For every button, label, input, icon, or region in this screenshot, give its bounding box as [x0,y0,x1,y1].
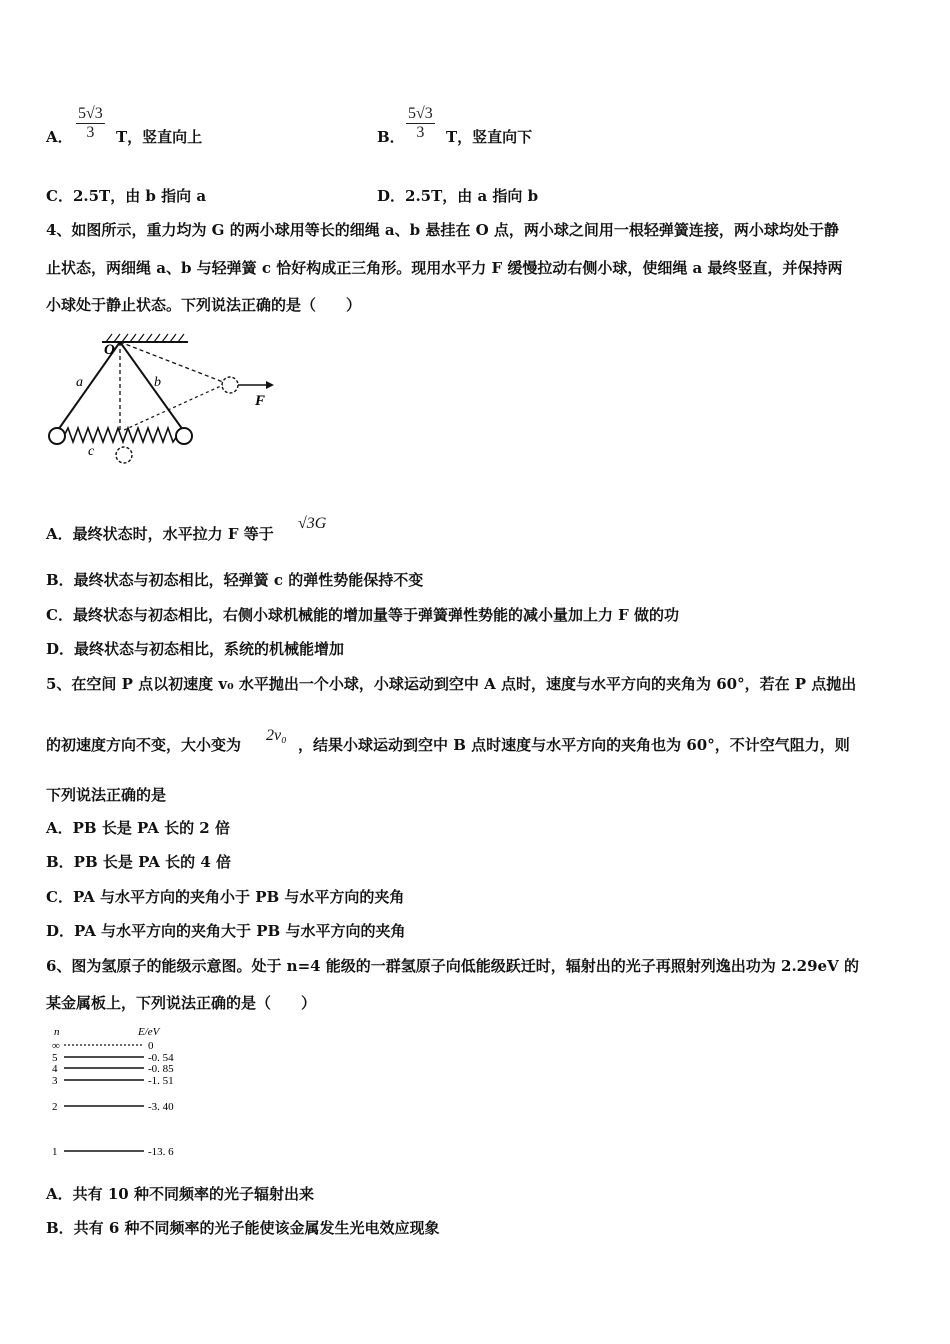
q5-stem-line-2b: ，结果小球运动到空中 B 点时速度与水平方向的夹角也为 60°，不计空气阻力，则 [298,736,850,754]
q5-stem-line-3: 下列说法正确的是 [46,786,167,804]
left-ball [49,428,65,444]
level-n-label: 4 [52,1063,58,1075]
level-energy-value: -3. 40 [148,1101,174,1113]
level-energy-value: 0 [148,1040,154,1052]
label-b: b [154,375,161,390]
q5-stem-line-2a: 的初速度方向不变，大小变为 [46,736,242,754]
ceiling-hatch [106,334,184,342]
q6-stem-line-2: 某金属板上，下列说法正确的是（ ） [46,994,317,1012]
q6-option-b: B．共有 6 种不同频率的光子能使该金属发生光电效应现象 [46,1219,440,1237]
q6-energy-level-diagram [44,1024,204,1164]
q5-formula-2v0: 2v₀ [266,727,287,744]
q5-option-c: C．PA 与水平方向的夹角小于 PB 与水平方向的夹角 [46,888,405,906]
right-ball [176,428,192,444]
q4-option-a: A．最终状态时，水平拉力 F 等于 [46,525,274,543]
label-f: F [255,393,266,409]
spring-c [64,428,177,442]
q4-option-c: C．最终状态与初态相比，右侧小球机械能的增加量等于弹簧弹性势能的减小量加上力 F 做的功 [46,606,680,624]
q5-option-b: B．PB 长是 PA 长的 4 倍 [46,853,232,871]
q3-option-b-text: T，竖直向下 [446,128,533,146]
q4-option-b: B．最终状态与初态相比，轻弹簧 c 的弹性势能保持不变 [46,571,424,589]
q6-stem-line-1: 6、图为氢原子的能级示意图。处于 n=4 能级的一群氢原子向低能级跃迁时，辐射出的光子再照射列逸出功为 2.29eV 的 [46,957,859,975]
q3-option-c: C．2.5T，由 b 指向 a [46,187,207,205]
level-energy-value: -1. 51 [148,1075,174,1087]
q3-option-d: D．2.5T，由 a 指向 b [377,187,539,205]
label-a: a [76,375,83,390]
q4-stem-line-3: 小球处于静止状态。下列说法正确的是（ ） [46,296,362,314]
level-n-label: 3 [52,1075,58,1087]
q3-option-a-numerator: 5√3 [78,105,103,122]
level-n-label: 2 [52,1101,58,1113]
col-n-header: n [54,1026,60,1038]
q3-option-a-text: T，竖直向上 [116,128,203,146]
dashed-ball-right [222,377,238,393]
dashed-spring [124,385,223,430]
q4-option-a-formula: √3G [298,515,327,532]
q5-stem-line-1: 5、在空间 P 点以初速度 v₀ 水平抛出一个小球，小球运动到空中 A 点时，速度与水平方向的夹角为 60°，若在 P 点抛出 [46,675,857,693]
q4-option-d: D．最终状态与初态相比，系统的机械能增加 [46,640,345,658]
label-o: O [104,342,115,358]
q4-stem-line-2: 止状态，两细绳 a、b 与轻弹簧 c 恰好构成正三角形。现用水平力 F 缓慢拉动右侧小球，使细绳 a 最终竖直，并保持两 [46,259,843,277]
level-energy-value: -0. 54 [148,1052,174,1064]
q4-spring-ball-figure [40,330,280,475]
force-arrow-head [266,381,274,389]
level-energy-value: -0. 85 [148,1063,174,1075]
label-c: c [88,444,95,459]
q6-option-a: A．共有 10 种不同频率的光子辐射出来 [46,1185,314,1203]
q4-stem-line-1: 4、如图所示，重力均为 G 的两小球用等长的细绳 a、b 悬挂在 O 点，两小球之间用一根轻弹簧连接，两小球均处于静 [46,221,839,239]
col-e-header: E/eV [138,1026,160,1038]
q3-option-a-denominator: 3 [86,124,95,141]
level-n-label: ∞ [52,1040,60,1052]
q3-option-b-fraction [406,105,435,142]
q3-option-b-denominator: 3 [416,124,425,141]
level-energy-value: -13. 6 [148,1146,174,1158]
level-n-label: 5 [52,1052,58,1064]
q3-option-a-label: A． [46,128,73,146]
level-n-label: 1 [52,1146,58,1158]
energy-levels [52,1040,174,1158]
q5-option-a: A．PB 长是 PA 长的 2 倍 [46,819,230,837]
q3-option-b-label: B． [377,128,405,146]
q5-option-d: D．PA 与水平方向的夹角大于 PB 与水平方向的夹角 [46,922,406,940]
string-b [120,342,183,430]
q3-option-b-numerator: 5√3 [408,105,433,122]
q3-option-a-fraction [76,105,105,142]
dashed-ball-lower [116,447,132,463]
